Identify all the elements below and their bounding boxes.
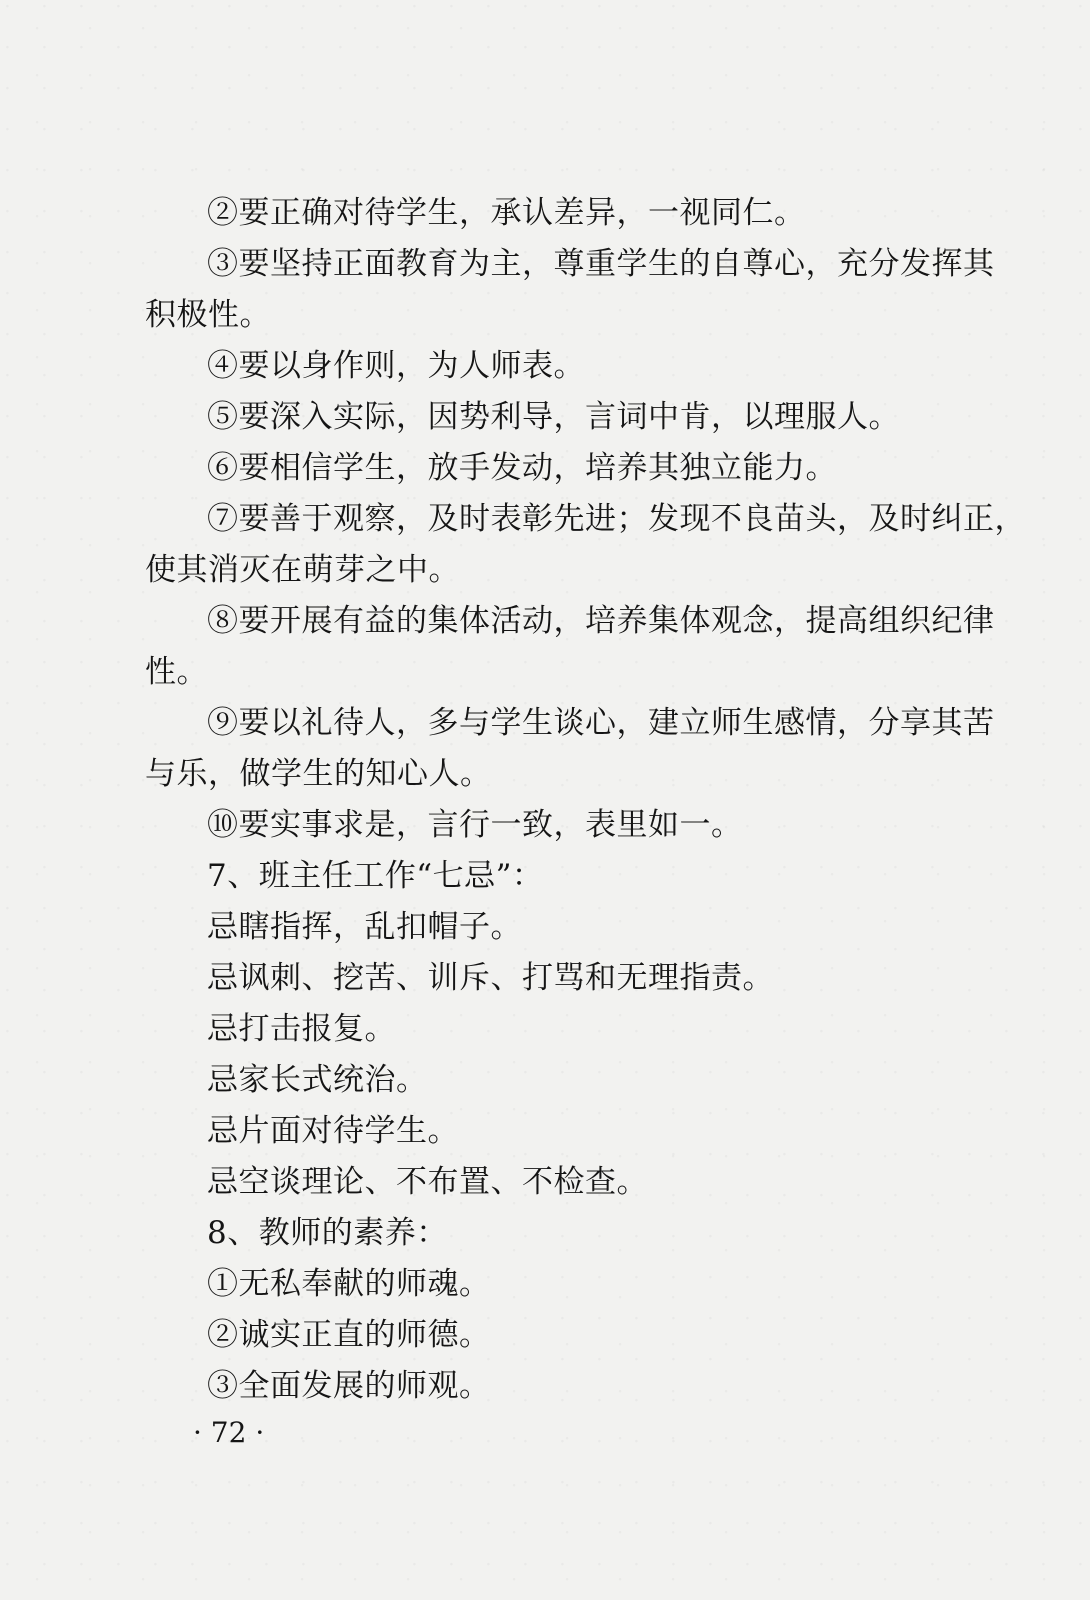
- text-line: ③全面发展的师观。: [207, 1368, 491, 1404]
- text-line: 性。: [145, 654, 208, 690]
- text-line: ⑨要以礼待人，多与学生谈心，建立师生感情，分享其苦: [207, 705, 995, 741]
- text-line: ⑩要实事求是，言行一致，表里如一。: [207, 807, 743, 843]
- text-line: 忌片面对待学生。: [207, 1113, 459, 1149]
- section-heading: 7、班主任工作“七忌”：: [207, 858, 544, 894]
- page-number: · 72 ·: [193, 1416, 265, 1449]
- text-line: 与乐，做学生的知心人。: [145, 756, 492, 792]
- text-line: ③要坚持正面教育为主，尊重学生的自尊心，充分发挥其: [207, 246, 995, 282]
- text-line: 忌打击报复。: [207, 1011, 396, 1047]
- text-line: 积极性。: [145, 297, 271, 333]
- text-line: ②要正确对待学生，承认差异，一视同仁。: [207, 195, 806, 231]
- text-line: 忌瞎指挥，乱扣帽子。: [207, 909, 522, 945]
- text-line: 使其消灭在萌芽之中。: [145, 552, 460, 588]
- text-line: 忌空谈理论、不布置、不检查。: [207, 1164, 648, 1200]
- page-body: [145, 188, 1026, 1412]
- text-line: ⑥要相信学生，放手发动，培养其独立能力。: [207, 450, 837, 486]
- text-line: ②诚实正直的师德。: [207, 1317, 491, 1353]
- text-line: ⑧要开展有益的集体活动，培养集体观念，提高组织纪律: [207, 603, 995, 639]
- section-heading: 8、教师的素养：: [207, 1215, 448, 1251]
- text-line: ④要以身作则，为人师表。: [207, 348, 585, 384]
- text-line: 忌家长式统治。: [207, 1062, 428, 1098]
- text-line: ①无私奉献的师魂。: [207, 1266, 491, 1302]
- text-line: ⑦要善于观察，及时表彰先进；发现不良苗头，及时纠正，: [207, 501, 1026, 537]
- text-line: ⑤要深入实际，因势利导，言词中肯，以理服人。: [207, 399, 900, 435]
- text-line: 忌讽刺、挖苦、训斥、打骂和无理指责。: [207, 960, 774, 996]
